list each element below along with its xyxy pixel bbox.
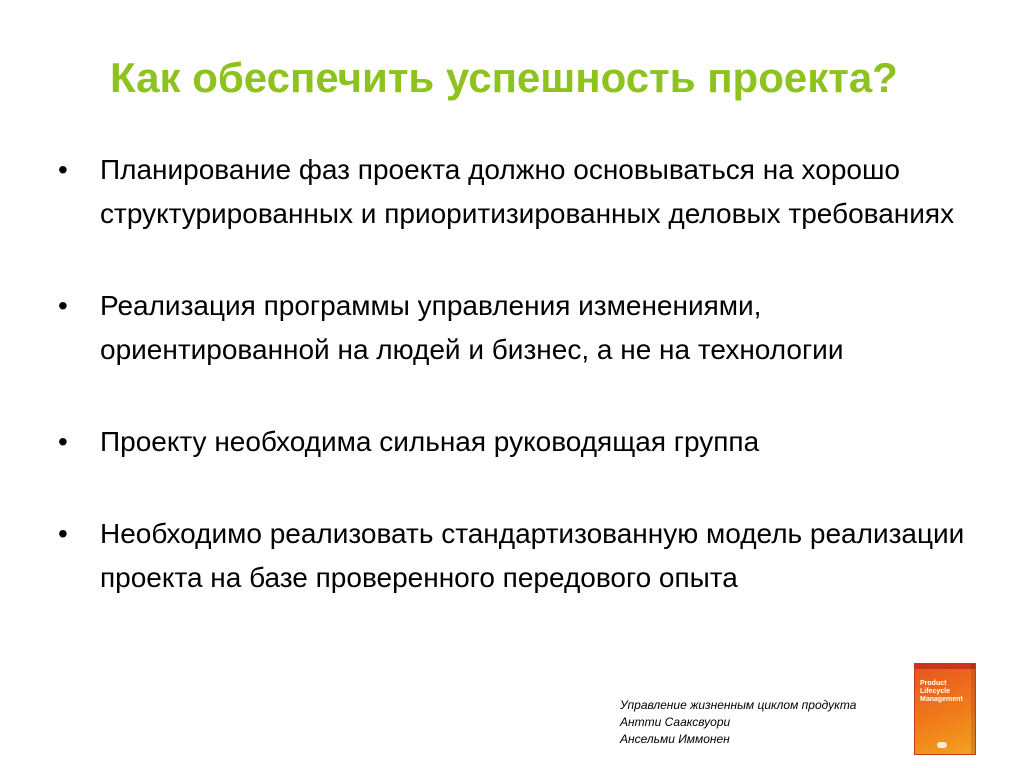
bullet-text: Реализация программы управления изменениями, ориентированной на людей и бизнес, а не на технологии xyxy=(100,290,844,365)
book-caption-title: Управление жизненным циклом продукта xyxy=(620,698,857,712)
book-caption-author-1: Антти Сааксвуори xyxy=(620,715,731,729)
bullet-item xyxy=(58,148,988,236)
bullet-item xyxy=(58,420,988,464)
bullet-marker: • xyxy=(58,290,68,321)
bullet-marker: • xyxy=(58,426,68,457)
book-caption-author-2: Ансельми Иммонен xyxy=(620,732,730,746)
book-caption xyxy=(620,697,920,748)
publisher-logo-icon xyxy=(937,742,947,748)
bullet-text: Проекту необходима сильная руководящая группа xyxy=(100,426,760,457)
book-cover-spine xyxy=(971,664,975,754)
bullet-item xyxy=(58,512,988,600)
bullet-item xyxy=(58,284,988,372)
bullet-marker: • xyxy=(58,518,68,549)
bullet-list xyxy=(58,148,988,600)
book-cover-band xyxy=(915,664,975,669)
book-cover-image xyxy=(914,663,976,755)
bullet-text: Необходимо реализовать стандартизованную модель реализации проекта на базе проверенного передового опыта xyxy=(100,518,965,593)
slide-title: Как обеспечить успешность проекта? xyxy=(110,54,898,101)
book-cover-title: Product Lifecycle Management xyxy=(920,680,963,703)
bullet-text: Планирование фаз проекта должно основываться на хорошо структурированных и приоритизированных деловых требованиях xyxy=(100,154,955,229)
bullet-marker: • xyxy=(58,154,68,185)
